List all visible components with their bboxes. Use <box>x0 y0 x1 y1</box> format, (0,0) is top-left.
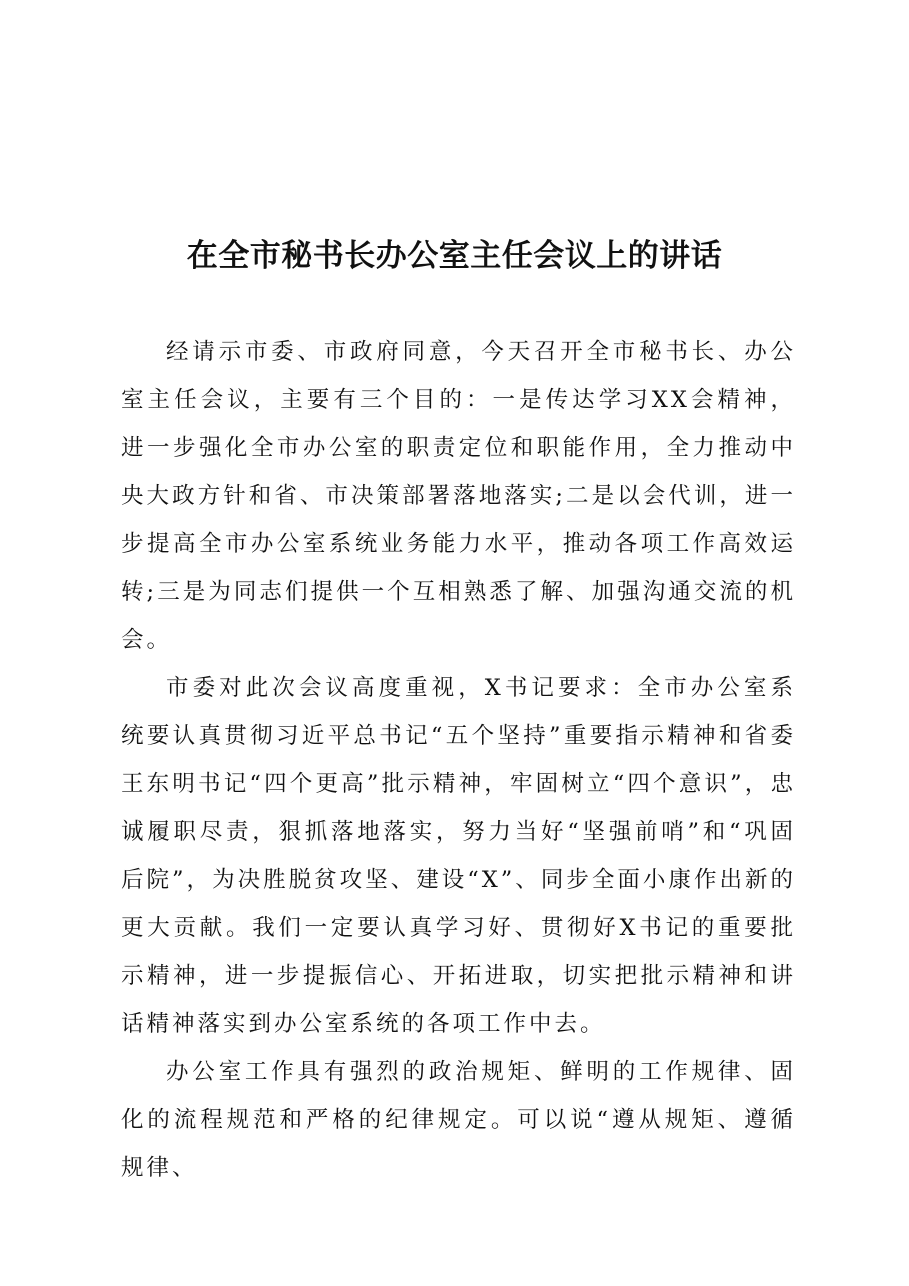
document-title: 在全市秘书长办公室主任会议上的讲话 <box>186 238 723 274</box>
paragraph-1: 经请示市委、市政府同意，今天召开全市秘书长、办公室主任会议，主要有三个目的：一是传达学习XX会精神，进一步强化全市办公室的职责定位和职能作用，全力推动中央大政方针和省、市决策部署落地落实;二是以会代训，进一步提高全市办公室系统业务能力水平，推动各项工作高效运转;三是为同志们提供一个互相熟悉了解、加强沟通交流的机会。 <box>121 339 796 653</box>
paragraph-3: 办公室工作具有强烈的政治规矩、鲜明的工作规律、固化的流程规范和严格的纪律规定。可以说“遵从规矩、遵循规律、 <box>121 1059 796 1181</box>
document-body <box>121 328 796 1192</box>
paragraph-2: 市委对此次会议高度重视，X书记要求：全市办公室系统要认真贯彻习近平总书记“五个坚持”重要指示精神和省委王东明书记“四个更高”批示精神，牢固树立“四个意识”，忠诚履职尽责，狠抓落地落实，努力当好“坚强前哨”和“巩固后院”，为决胜脱贫攻坚、建设“X”、同步全面小康作出新的更大贡献。我们一定要认真学习好、贯彻好X书记的重要批示精神，进一步提振信心、开拓进取，切实把批示精神和讲话精神落实到办公室系统的各项工作中去。 <box>121 675 796 1037</box>
